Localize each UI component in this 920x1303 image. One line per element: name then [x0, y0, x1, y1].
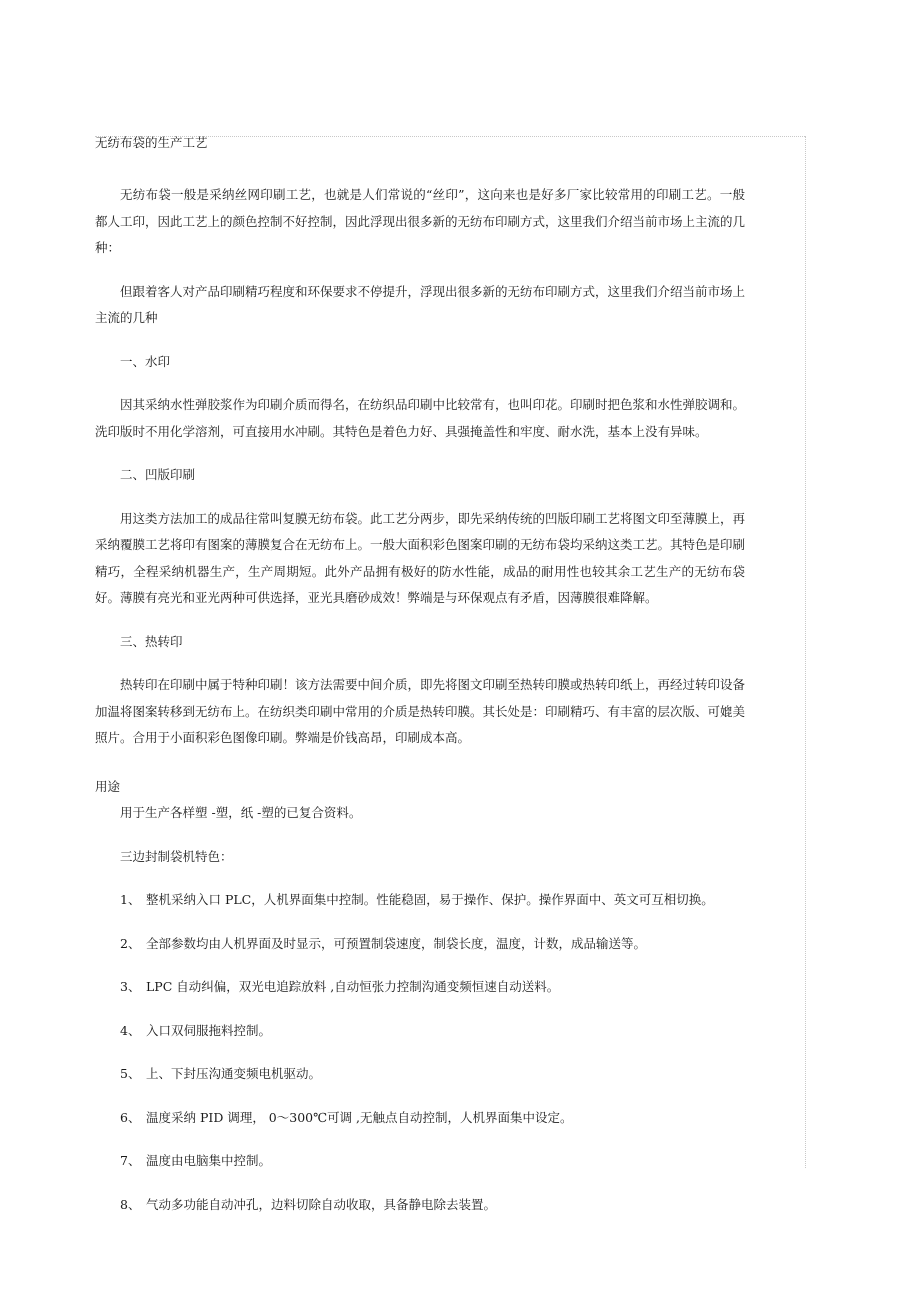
feature-text: LPC 自动纠偏，双光电追踪放料 ,自动恒张力控制沟通变频恒速自动送料。	[146, 979, 560, 994]
feature-item	[95, 931, 745, 958]
feature-item	[95, 1061, 745, 1088]
usage-text: 用于生产各样塑 -塑，纸 -塑的已复合资料。	[120, 805, 362, 820]
section-heading-gravure-print: 二、凹版印刷	[120, 467, 196, 482]
feature-text: 整机采纳入口 PLC，人机界面集中控制。性能稳固，易于操作、保护。操作界面中、英文可互相切换。	[146, 892, 714, 907]
intro-paragraph-1: 无纺布袋一般是采纳丝网印刷工艺，也就是人们常说的“丝印”，这向来也是好多厂家比较常用的印刷工艺。一般都人工印，因此工艺上的颜色控制不好控制，因此浮现出很多新的无纺布印刷方式，这里我们介绍当前市场上主流的几种：	[95, 187, 746, 255]
document-body	[95, 130, 745, 1218]
feature-item	[95, 887, 745, 914]
section-heading-heat-transfer: 三、热转印	[120, 633, 183, 649]
feature-item	[95, 1148, 745, 1175]
feature-item	[95, 1105, 745, 1132]
section-body-gravure-print: 用这类方法加工的成品往常叫复膜无纺布袋。此工艺分两步，即先采纳传统的凹版印刷工艺将图文印至薄膜上，再采纳覆膜工艺将印有图案的薄膜复合在无纺布上。一般大面积彩色图案印刷的无纺布袋均采纳这类工艺。其特色是印刷精巧，全程采纳机器生产，生产周期短。此外产品拥有极好的防水性能，成品的耐用性也较其余工艺生产的无纺布袋好。薄膜有亮光和亚光两种可供选择，亚光具磨砂成效！弊端是与环保观点有矛盾，因薄膜很难降解。	[95, 510, 746, 605]
feature-number: 8、	[120, 1196, 141, 1212]
section-body-heat-transfer: 热转印在印刷中属于特种印刷！该方法需要中间介质，即先将图文印刷至热转印膜或热转印纸上，再经过转印设备加温将图案转移到无纺布上。在纺织类印刷中常用的介质是热转印膜。其长处是：印刷精巧、有丰富的层次版、可媲美照片。合用于小面积彩色图像印刷。弊端是价钱高昂，印刷成本高。	[95, 677, 746, 745]
feature-number: 5、	[120, 1066, 141, 1081]
feature-text: 全部参数均由人机界面及时显示，可预置制袋速度，制袋长度，温度，计数，成品输送等。	[146, 935, 647, 951]
feature-text: 温度由电脑集中控制。	[146, 1153, 272, 1168]
features-heading: 三边封制袋机特色：	[120, 848, 233, 864]
feature-number: 1、	[120, 892, 141, 907]
feature-number: 7、	[120, 1153, 141, 1168]
feature-number: 4、	[120, 1022, 141, 1038]
feature-item	[95, 1018, 745, 1045]
feature-number: 2、	[120, 935, 141, 951]
feature-text: 气动多功能自动冲孔，边料切除自动收取，具备静电除去装置。	[146, 1196, 497, 1212]
feature-text: 入口双伺服拖料控制。	[146, 1022, 272, 1038]
feature-text: 温度采纳 PID 调理， 0～300℃可调 ,无触点自动控制，人机界面集中设定。	[146, 1109, 573, 1125]
feature-item	[95, 974, 745, 1001]
intro-paragraph-2: 但跟着客人对产品印刷精巧程度和环保要求不停提升，浮现出很多新的无纺布印刷方式，这里我们介绍当前市场上主流的几种	[95, 283, 746, 325]
feature-item	[95, 1192, 745, 1219]
document-title: 无纺布袋的生产工艺	[95, 135, 208, 150]
usage-label: 用途	[95, 778, 121, 794]
feature-number: 3、	[120, 979, 141, 994]
section-heading-water-print: 一、水印	[120, 353, 171, 369]
section-body-water-print: 因其采纳水性弹胶浆作为印刷介质而得名，在纺织品印刷中比较常有，也叫印花。印刷时把色浆和水性弹胶调和。洗印版时不用化学溶剂，可直接用水冲刷。其特色是着色力好、具强掩盖性和牢度、耐水洗，基本上没有异味。	[95, 397, 746, 439]
feature-number: 6、	[120, 1109, 141, 1125]
page-border-right	[805, 136, 806, 1168]
feature-text: 上、下封压沟通变频电机驱动。	[146, 1066, 322, 1081]
